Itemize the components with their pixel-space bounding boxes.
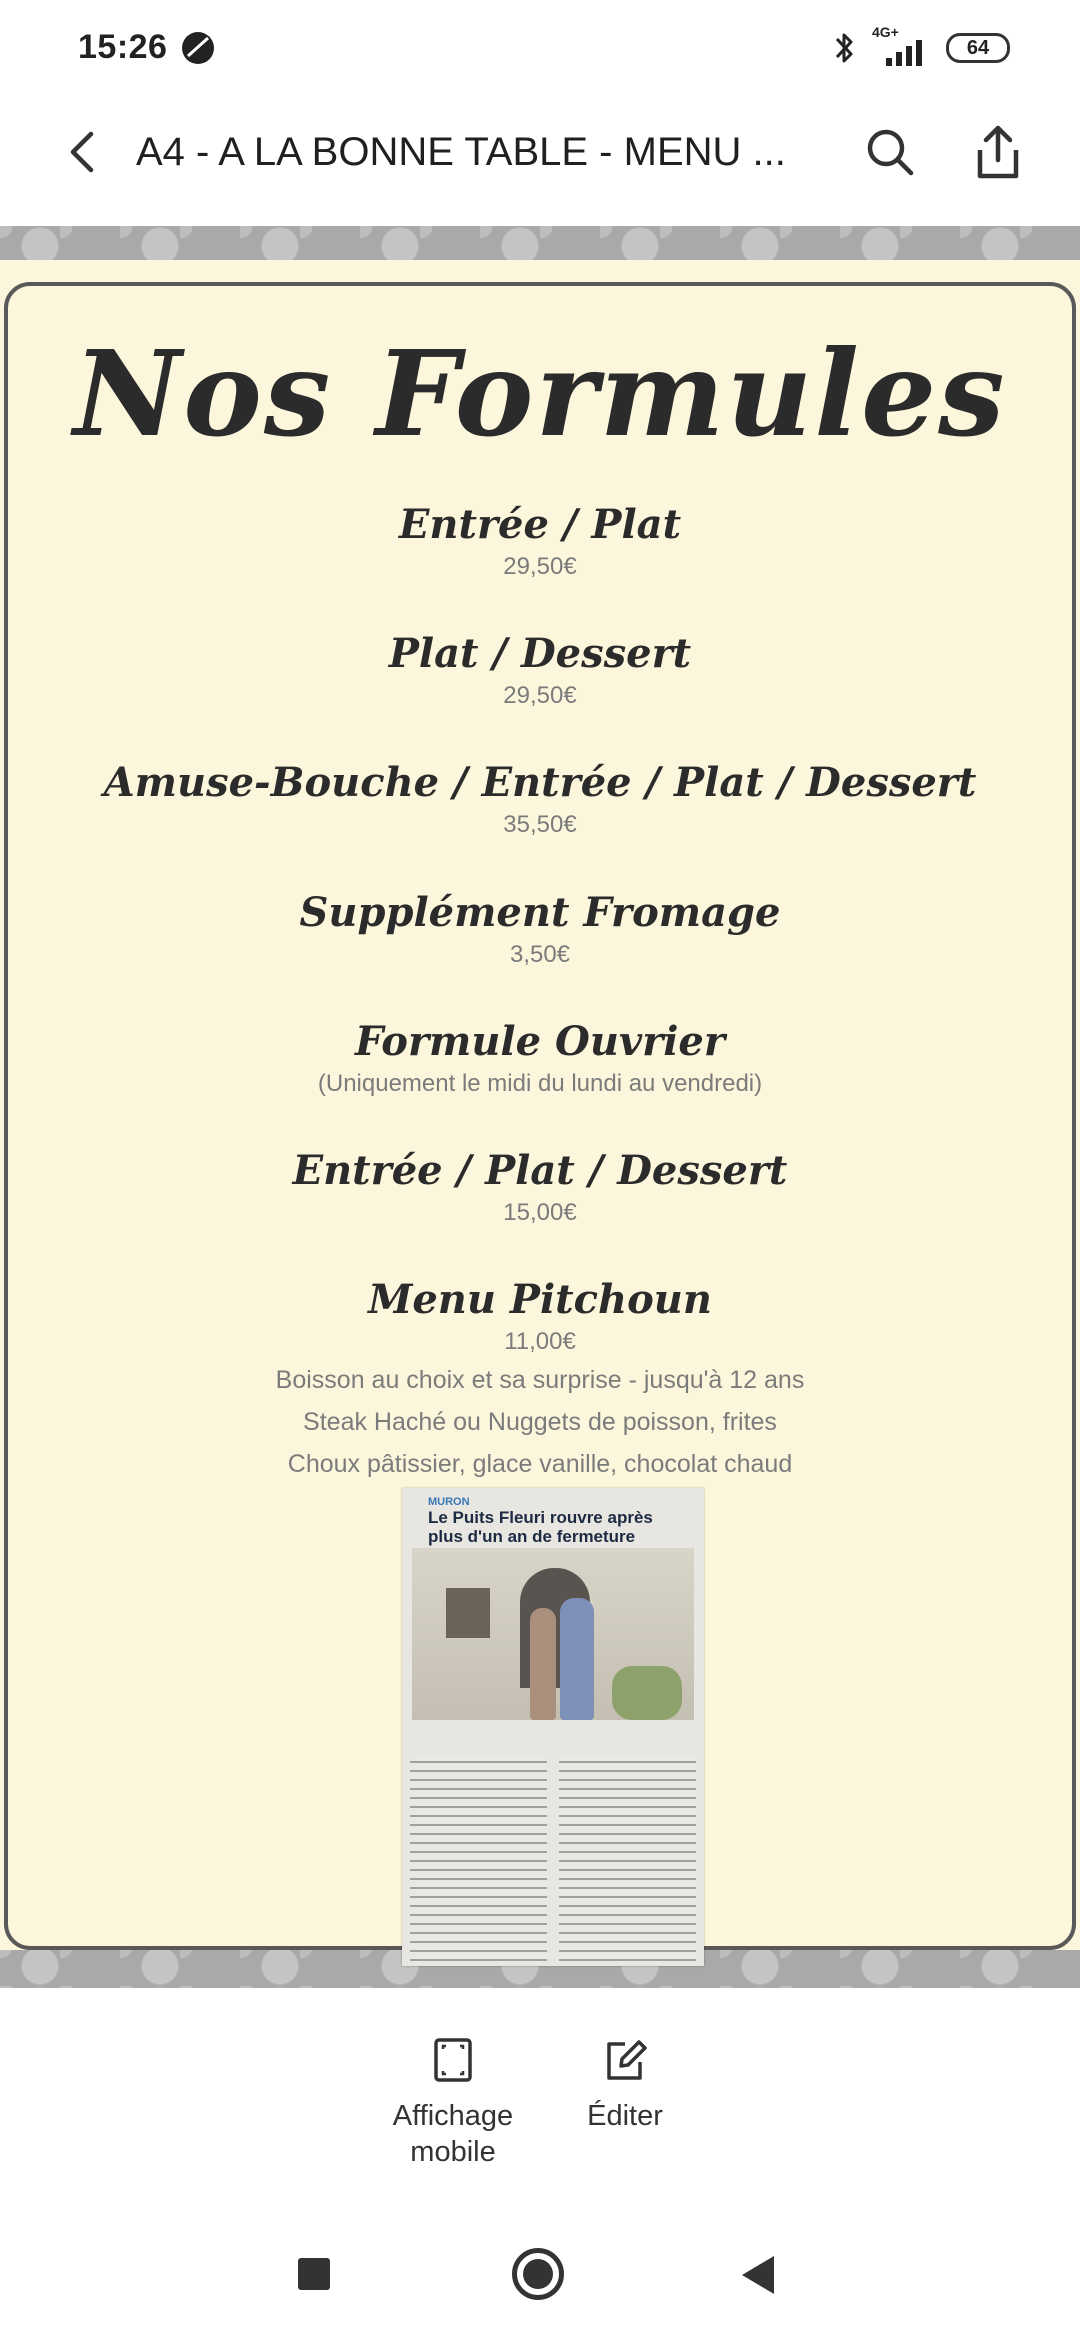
share-button[interactable] xyxy=(968,120,1028,184)
formula-name: Menu Pitchoun xyxy=(368,1276,712,1323)
formula-note: (Uniquement le midi du lundi au vendredi) xyxy=(317,1070,763,1097)
formula-price: 35,50€ xyxy=(503,811,577,838)
battery-level: 64 xyxy=(966,36,990,59)
clipping-text-columns xyxy=(410,1756,696,1962)
formula-name: Entrée / Plat / Dessert xyxy=(292,1147,788,1194)
formula-detail: Steak Haché ou Nuggets de poisson, frites xyxy=(303,1408,777,1436)
mobile-view-label: Affichage mobile xyxy=(392,2100,514,2168)
system-back-button[interactable] xyxy=(742,2256,774,2294)
formula-price: 3,50€ xyxy=(509,941,571,968)
clipping-tag: MURON xyxy=(428,1496,470,1508)
formula-supplement-fromage xyxy=(0,888,1080,972)
battery-icon xyxy=(946,33,1010,63)
system-nav-bar xyxy=(0,2210,1080,2340)
search-icon xyxy=(865,127,915,177)
edit-button[interactable] xyxy=(580,2036,670,2134)
do-not-disturb-icon xyxy=(180,30,216,66)
photo-person xyxy=(560,1598,594,1720)
formula-menu-pitchoun xyxy=(0,1275,1080,1485)
formula-name: Amuse-Bouche / Entrée / Plat / Dessert xyxy=(103,759,977,806)
status-time: 15:26 xyxy=(78,28,168,66)
status-icons xyxy=(832,26,1010,70)
formula-name: Supplément Fromage xyxy=(299,889,781,936)
document-title: A4 - A LA BONNE TABLE - MENU ... xyxy=(136,130,786,174)
network-type: 4G+ xyxy=(872,24,899,40)
photo-person xyxy=(530,1608,556,1720)
share-icon xyxy=(974,124,1022,180)
formula-detail: Boisson au choix et sa surprise - jusqu'à 12 ans xyxy=(275,1366,805,1394)
edit-icon xyxy=(603,2037,647,2083)
signal-icon xyxy=(872,24,932,68)
formula-name: Formule Ouvrier xyxy=(355,1018,725,1065)
top-app-bar xyxy=(0,98,1080,226)
edit-label: Éditer xyxy=(587,2100,663,2132)
chevron-left-icon xyxy=(67,130,97,174)
formula-price: 29,50€ xyxy=(503,682,577,709)
status-bar xyxy=(0,0,1080,98)
formula-entree-plat xyxy=(0,500,1080,584)
document-viewer[interactable] xyxy=(0,226,1080,1988)
search-button[interactable] xyxy=(860,122,920,182)
newspaper-clipping xyxy=(402,1488,704,1966)
mobile-view-button[interactable] xyxy=(388,2036,518,2170)
formula-price: 11,00€ xyxy=(504,1328,576,1355)
formula-price: 15,00€ xyxy=(503,1199,577,1226)
menu-page xyxy=(0,260,1080,1950)
formula-amuse-bouche xyxy=(0,758,1080,842)
back-button[interactable] xyxy=(54,124,110,180)
photo-plants xyxy=(612,1666,682,1720)
formula-name: Plat / Dessert xyxy=(388,630,692,677)
formula-plat-dessert xyxy=(0,629,1080,713)
formula-price: 29,50€ xyxy=(503,553,577,580)
clipping-headline: Le Puits Fleuri rouvre après plus d'un an de fermeture xyxy=(428,1508,653,1546)
formula-ouvrier xyxy=(0,1017,1080,1101)
photo-window xyxy=(446,1588,490,1638)
home-icon xyxy=(523,2259,553,2289)
clipping-photo xyxy=(412,1548,694,1720)
fullscreen-icon xyxy=(433,2037,473,2083)
recents-button[interactable] xyxy=(298,2258,330,2290)
formula-ouvrier-menu xyxy=(0,1146,1080,1230)
formula-name: Entrée / Plat xyxy=(398,501,682,548)
bottom-action-bar xyxy=(0,1988,1080,2212)
formula-detail: Choux pâtissier, glace vanille, chocolat chaud xyxy=(287,1450,793,1478)
bluetooth-icon xyxy=(832,28,858,68)
menu-title: Nos Formules xyxy=(73,324,1007,463)
home-button[interactable] xyxy=(512,2248,564,2300)
